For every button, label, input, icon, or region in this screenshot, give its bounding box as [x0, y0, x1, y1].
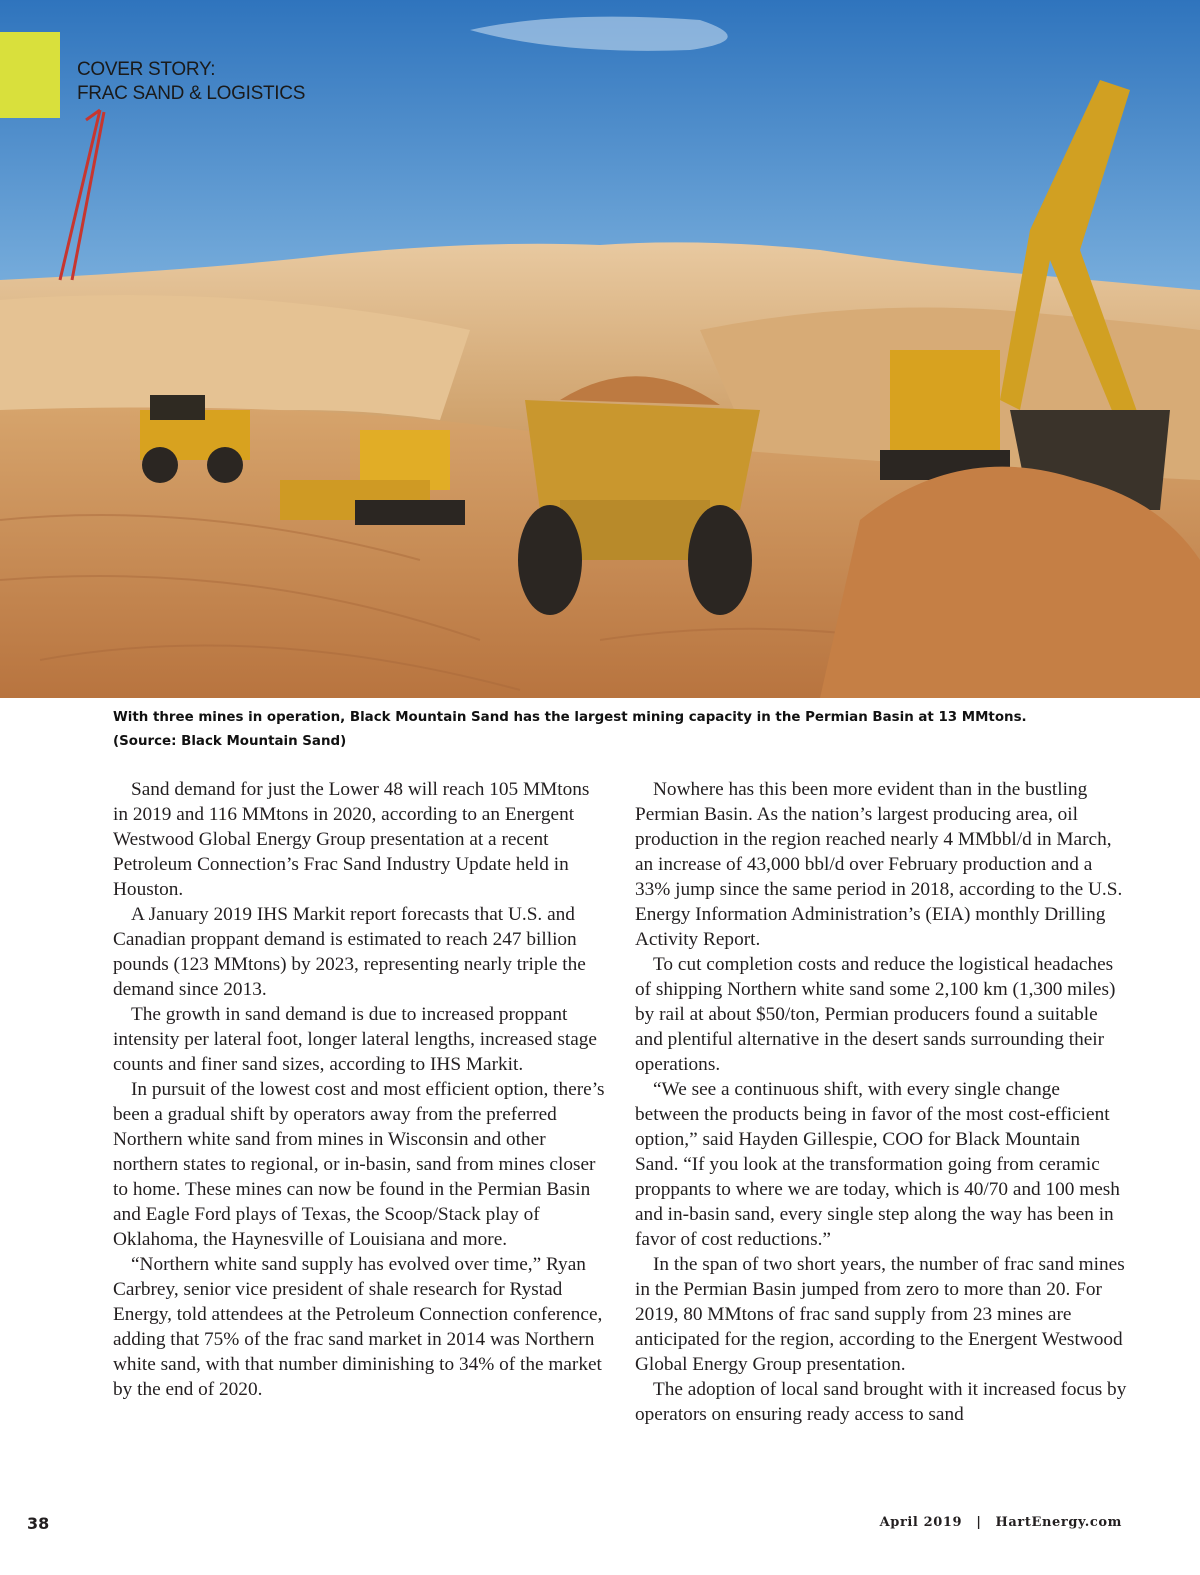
page-number: 38: [27, 1514, 50, 1533]
footer-separator: |: [976, 1515, 982, 1530]
paragraph: In the span of two short years, the number of frac sand mines in the Permian Basin jumped from zero to more than 20. For 2019, 80 MMtons of frac sand supply from 23 mines are anticipated for the region, according to the Energent Westwood Global Energy Group presentation.: [635, 1254, 1125, 1375]
section-kicker: [77, 58, 305, 106]
body-column-left: [113, 777, 605, 1402]
section-tag-bar: [0, 32, 60, 118]
paragraph: “Northern white sand supply has evolved over time,” Ryan Carbrey, senior vice president of shale research for Rystad Energy, told attendees at the Petroleum Connection conference, adding that 75% of the frac sand market in 2014 was Northern white sand, with that number diminishing to 34% of the market by the end of 2020.: [113, 1254, 603, 1400]
issue-date: April 2019: [879, 1515, 963, 1530]
paragraph: In pursuit of the lowest cost and most efficient option, there’s been a gradual shift by operators away from the preferred Northern white sand from mines in Wisconsin and other northern states to regional, or in-basin, sand from mines closer to home. These mines can now be found in the Permian Basin and Eagle Ford plays of Texas, the Scoop/Stack play of Oklahoma, the Haynesville of Louisiana and more.: [113, 1079, 605, 1250]
kicker-line-1: COVER STORY:: [77, 59, 216, 80]
caption-line-1: With three mines in operation, Black Mountain Sand has the largest mining capacity in the Permian Basin at 13 MMtons.: [113, 710, 1027, 725]
running-footer: [880, 1515, 1122, 1530]
kicker-line-2: FRAC SAND & LOGISTICS: [77, 83, 306, 104]
paragraph: A January 2019 IHS Markit report forecasts that U.S. and Canadian proppant demand is estimated to reach 247 billion pounds (123 MMtons) by 2023, representing nearly triple the demand since 2013.: [113, 904, 586, 1000]
body-column-right: [635, 777, 1127, 1427]
paragraph: To cut completion costs and reduce the logistical headaches of shipping Northern white sand some 2,100 km (1,300 miles) by rail at about $50/ton, Permian producers found a suitable and plentiful alternative in the desert sands surrounding their operations.: [635, 954, 1116, 1075]
paragraph: The adoption of local sand brought with it increased focus by operators on ensuring ready access to sand: [635, 1379, 1127, 1425]
photo-caption: [113, 706, 1113, 754]
paragraph: Nowhere has this been more evident than in the bustling Permian Basin. As the nation’s largest producing area, oil production in the region reached nearly 4 MMbbl/d in March, an increase of 43,000 bbl/d over February production and a 33% jump since the same period in 2018, according to the U.S. Energy Information Administration’s (EIA) monthly Drilling Activity Report.: [635, 779, 1123, 950]
caption-line-2: (Source: Black Mountain Sand): [113, 734, 347, 749]
paragraph: The growth in sand demand is due to increased proppant intensity per lateral foot, longer lateral lengths, increased stage counts and finer sand sizes, according to IHS Markit.: [113, 1004, 597, 1075]
paragraph: Sand demand for just the Lower 48 will reach 105 MMtons in 2019 and 116 MMtons in 2020, according to an Energent Westwood Global Energy Group presentation at a recent Petroleum Connection’s Frac Sand Industry Update held in Houston.: [113, 779, 590, 900]
website: HartEnergy.com: [995, 1515, 1122, 1530]
paragraph: “We see a continuous shift, with every single change between the products being in favor of the most cost-efficient option,” said Hayden Gillespie, COO for Black Mountain Sand. “If you look at the transformation going from ceramic proppants to where we are today, which is 40/70 and 100 mesh and in-basin sand, every single step along the way has been in favor of cost reductions.”: [635, 1079, 1120, 1250]
